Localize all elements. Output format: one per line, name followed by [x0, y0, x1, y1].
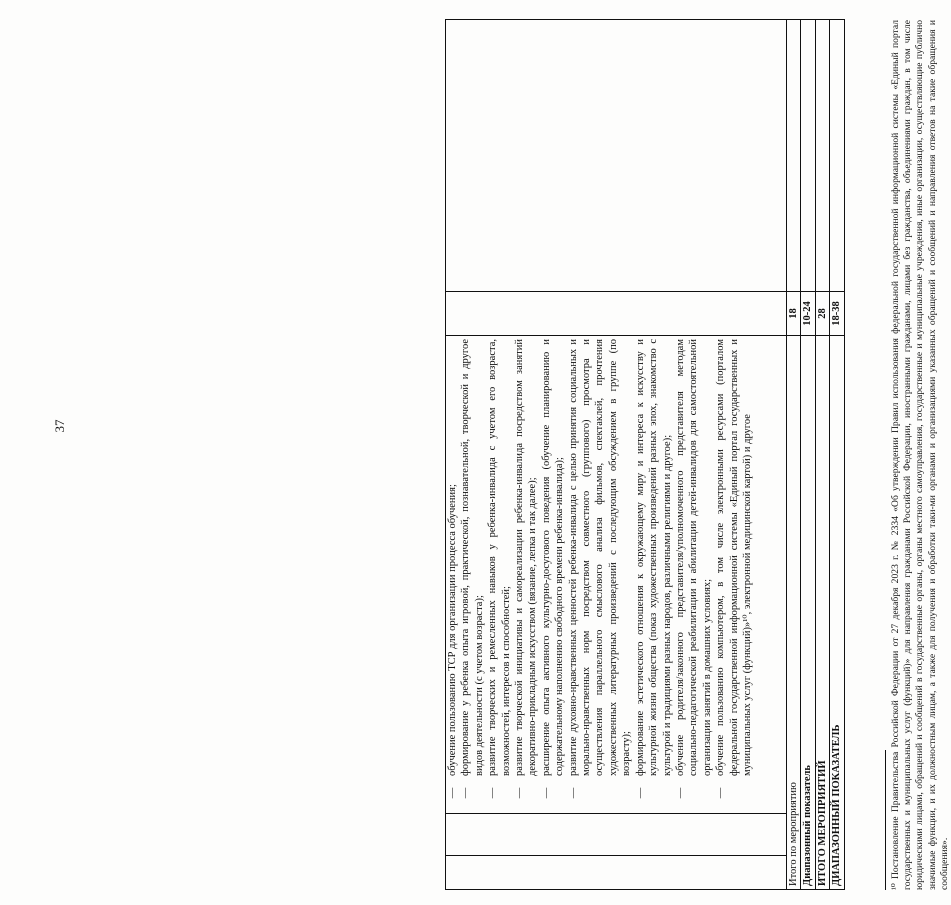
- list-item-dash: —: [447, 787, 458, 799]
- list-item-text: обучение родителя/законного представителя/уполномоченного представителя методам социально-педагогической реабилитации и абилитации детей-инвалидов для самостоятельной организации занятий в домашних условиях;: [674, 339, 713, 776]
- list-item-text: формирование эстетического отношения к окружающему миру и интереса к искусству и культурной жизни общества (показ художественных произведений разных эпох, знакомство с культурой и традициями разных народов, различными религиями и другое);: [634, 339, 673, 776]
- list-item: [714, 339, 754, 810]
- list-item-text: расширение опыта активного культурно-досугового поведения (обучение планированию и содержательному наполнению свободного времени ребенка-инвалида);: [540, 339, 566, 776]
- list-item: [674, 339, 714, 810]
- row-value: 28: [815, 292, 829, 336]
- table-row: [815, 20, 829, 890]
- table-cell: [446, 814, 787, 856]
- activity-list-cell: [446, 336, 787, 814]
- list-item: [459, 339, 486, 810]
- list-item-dash: —: [634, 787, 646, 799]
- table-cell: [815, 20, 829, 292]
- row-value: 18: [787, 292, 801, 336]
- row-label: Итого по мероприятию: [787, 336, 801, 890]
- list-item-dash: —: [514, 787, 526, 799]
- footnote: [885, 20, 951, 890]
- table-cell: [787, 20, 801, 292]
- rotated-page-content: [445, 20, 950, 890]
- list-item-text: развитие духовно-нравственных ценностей ребенка-инвалида с целью принятия социальных и морально-нравственных норм посредством совместного (группового) просмотра и осуществления параллельного смыслового анализа фильмов, спектаклей, прочтения художественных литературных произведений с последующим обсуждением в группе (по возрасту);: [567, 339, 633, 776]
- row-label: ДИАПАЗОННЫЙ ПОКАЗАТЕЛЬ: [830, 336, 844, 890]
- table-cell: [446, 20, 787, 292]
- table-row: [787, 20, 801, 890]
- list-item-dash: —: [487, 787, 499, 799]
- list-item-text: развитие творческой инициативы и самореализации ребенка-инвалида посредством занятий декоративно-прикладным искусством (вязание, лепка и так далее);: [514, 339, 539, 776]
- table-row: [801, 20, 815, 890]
- list-item: [446, 339, 459, 810]
- row-label: Диапазонный показатель: [801, 336, 815, 890]
- list-item-dash: —: [567, 787, 579, 799]
- table-cell: [830, 20, 844, 292]
- list-item-text: обучение пользованию ТСР для организации процесса обучения;: [447, 484, 458, 776]
- list-item-text: формирование у ребенка опыта игровой, практической, познавательной, творческой и другое видов деятельности (с учетом возраста);: [460, 339, 485, 776]
- page-number: 37: [52, 419, 67, 433]
- footnote-divider: [885, 750, 886, 890]
- table-cell: [446, 856, 787, 890]
- table-row: [446, 20, 787, 890]
- row-value: 18-38: [830, 292, 844, 336]
- list-item: [513, 339, 540, 810]
- list-item: [486, 339, 513, 810]
- list-item-dash: —: [460, 787, 472, 799]
- list-item-dash: —: [540, 787, 552, 799]
- table-cell: [446, 292, 787, 336]
- footnote-text: ¹⁰ Постановление Правительства Российской Федерации от 27 декабря 2023 г. № 2334 «Об утверждении Правил использования федеральной государственной информационной системы «Единый портал государственных и муниципальных услуг (функций)» для направления гражданами Российской Федерации, иностранными гражданами, лицами без гражданства, объединениями граждан, в том числе юридическими лицами, обращений и сообщений в государственные органы, органы местного самоуправления, государственные и муниципальные учреждения, иные организации, осуществляющие публично значимые функции, и их должностным лицам, а также для получения и обработки таки-ми органами и организациями указанных обращений и сообщений и направления ответов на такие обращения и сообщения».: [890, 20, 950, 890]
- table-cell: [801, 20, 815, 292]
- list-item-dash: —: [715, 787, 727, 799]
- list-item-text: обучение пользованию компьютером, в том числе электронными ресурсами (порталом федеральной государственной информационной системы «Единый портал государственных и муниципальных услуг (функций)»¹⁰, электронной медицинской картой) и другое: [715, 339, 753, 776]
- table-row: [830, 20, 844, 890]
- list-item-text: развитие творческих и ремесленных навыков у ребенка-инвалида с учетом его возраста, возможностей, интересов и способностей;: [487, 339, 512, 776]
- row-value: 10-24: [801, 292, 815, 336]
- list-item: [634, 339, 674, 810]
- row-label: ИТОГО МЕРОПРИЯТИЙ: [815, 336, 829, 890]
- list-item-dash: —: [674, 787, 686, 799]
- list-item: [540, 339, 567, 810]
- list-item: [567, 339, 634, 810]
- activities-table: [445, 19, 845, 890]
